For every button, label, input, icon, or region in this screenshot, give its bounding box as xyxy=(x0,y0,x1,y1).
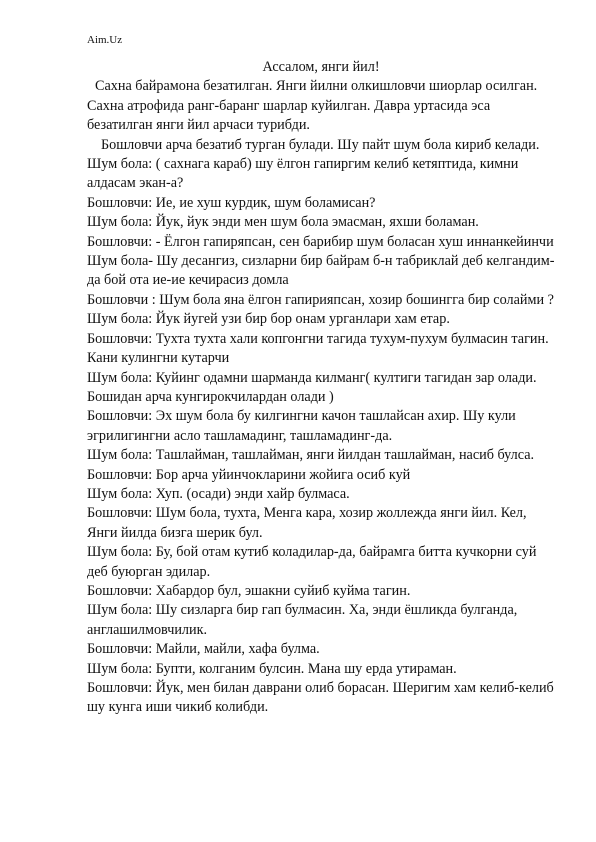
paragraph: Шум бола: Бу, бой отам кутиб коладилар-да, байрамга битта кучкорни суй деб буюрган эдилар. xyxy=(87,544,537,580)
paragraph: Бошловчи: Бор арча уйинчокларини жойига осиб куй xyxy=(87,466,411,483)
paragraph: Бошловчи: Ие, ие хуш курдик, шум боламисан? xyxy=(87,194,376,211)
paragraph: Бошловчи арча безатиб турган булади. Шу пайт шум бола кириб келади. xyxy=(101,136,540,153)
paragraph: Шум бола: Йук, йук энди мен шум бола эмасман, яхши боламан. xyxy=(87,214,479,231)
page-header: Aim.Uz xyxy=(87,34,123,46)
paragraph: Бошловчи: Эх шум бола бу килгингни качон ташлайсан ахир. Шу кули эгрилигингни асло ташламадинг, ташламадинг-да. xyxy=(87,408,516,444)
paragraph: Бошловчи: Йук, мен билан даврани олиб борасан. Шеригим хам келиб-келиб шу кунга иши чикиб колибди. xyxy=(87,680,554,716)
document-body xyxy=(87,58,555,718)
paragraph: Шум бола: ( сахнага караб) шу ёлгон гапиргим келиб кетяптида, кимни алдасам экан-а? xyxy=(87,156,519,192)
paragraph: Бошловчи : Шум бола яна ёлгон гапирияпсан, хозир бошингга бир солайми ? xyxy=(87,291,554,308)
paragraph: Шум бола: Куйинг одамни шарманда килманг( култиги тагидан зар олади. Бошидан арча кунгирокчилардан олади ) xyxy=(87,369,537,405)
paragraph: Сахна байрамона безатилган. Янги йилни олкишловчи шиорлар осилган. Сахна атрофида ранг-баранг шарлар куйилган. Давра уртасида эса безатилган янги йил арчаси турибди. xyxy=(87,78,538,134)
paragraph: Бошловчи: - Ёлгон гапиряпсан, сен барибир шум боласан хуш иннанкейинчи xyxy=(87,233,554,250)
paragraph: Бошловчи: Шум бола, тухта, Менга кара, хозир жоллежда янги йил. Кел, Янги йилда бизга шерик бул. xyxy=(87,505,527,541)
paragraph: Шум бола: Хуп. (осади) энди хайр булмаса. xyxy=(87,485,350,502)
paragraph: Бошловчи: Майли, майли, хафа булма. xyxy=(87,641,320,658)
document-title: Ассалом, янги йил! xyxy=(262,59,380,75)
paragraph: Шум бола: Ташлайман, ташлайман, янги йилдан ташлайман, насиб булса. xyxy=(87,447,535,464)
paragraph: Шум бола: Бупти, колганим булсин. Мана шу ерда утираман. xyxy=(87,660,457,677)
paragraph: Шум бола- Шу десангиз, сизларни бир байрам б-н табриклай деб келгандим-да бой ота ие-ие кечирасиз домла xyxy=(87,253,555,289)
paragraph: Шум бола: Шу сизларга бир гап булмасин. Ха, энди ёшликда булганда, англашилмовчилик. xyxy=(87,602,518,638)
paragraph: Бошловчи: Хабардор бул, эшакни суйиб куйма тагин. xyxy=(87,582,411,599)
paragraph: Шум бола: Йук йугей узи бир бор онам урганлари хам етар. xyxy=(87,311,450,328)
paragraph: Бошловчи: Тухта тухта хали копгонгни тагида тухум-пухум булмасин тагин. Кани кулингни кутарчи xyxy=(87,330,549,367)
